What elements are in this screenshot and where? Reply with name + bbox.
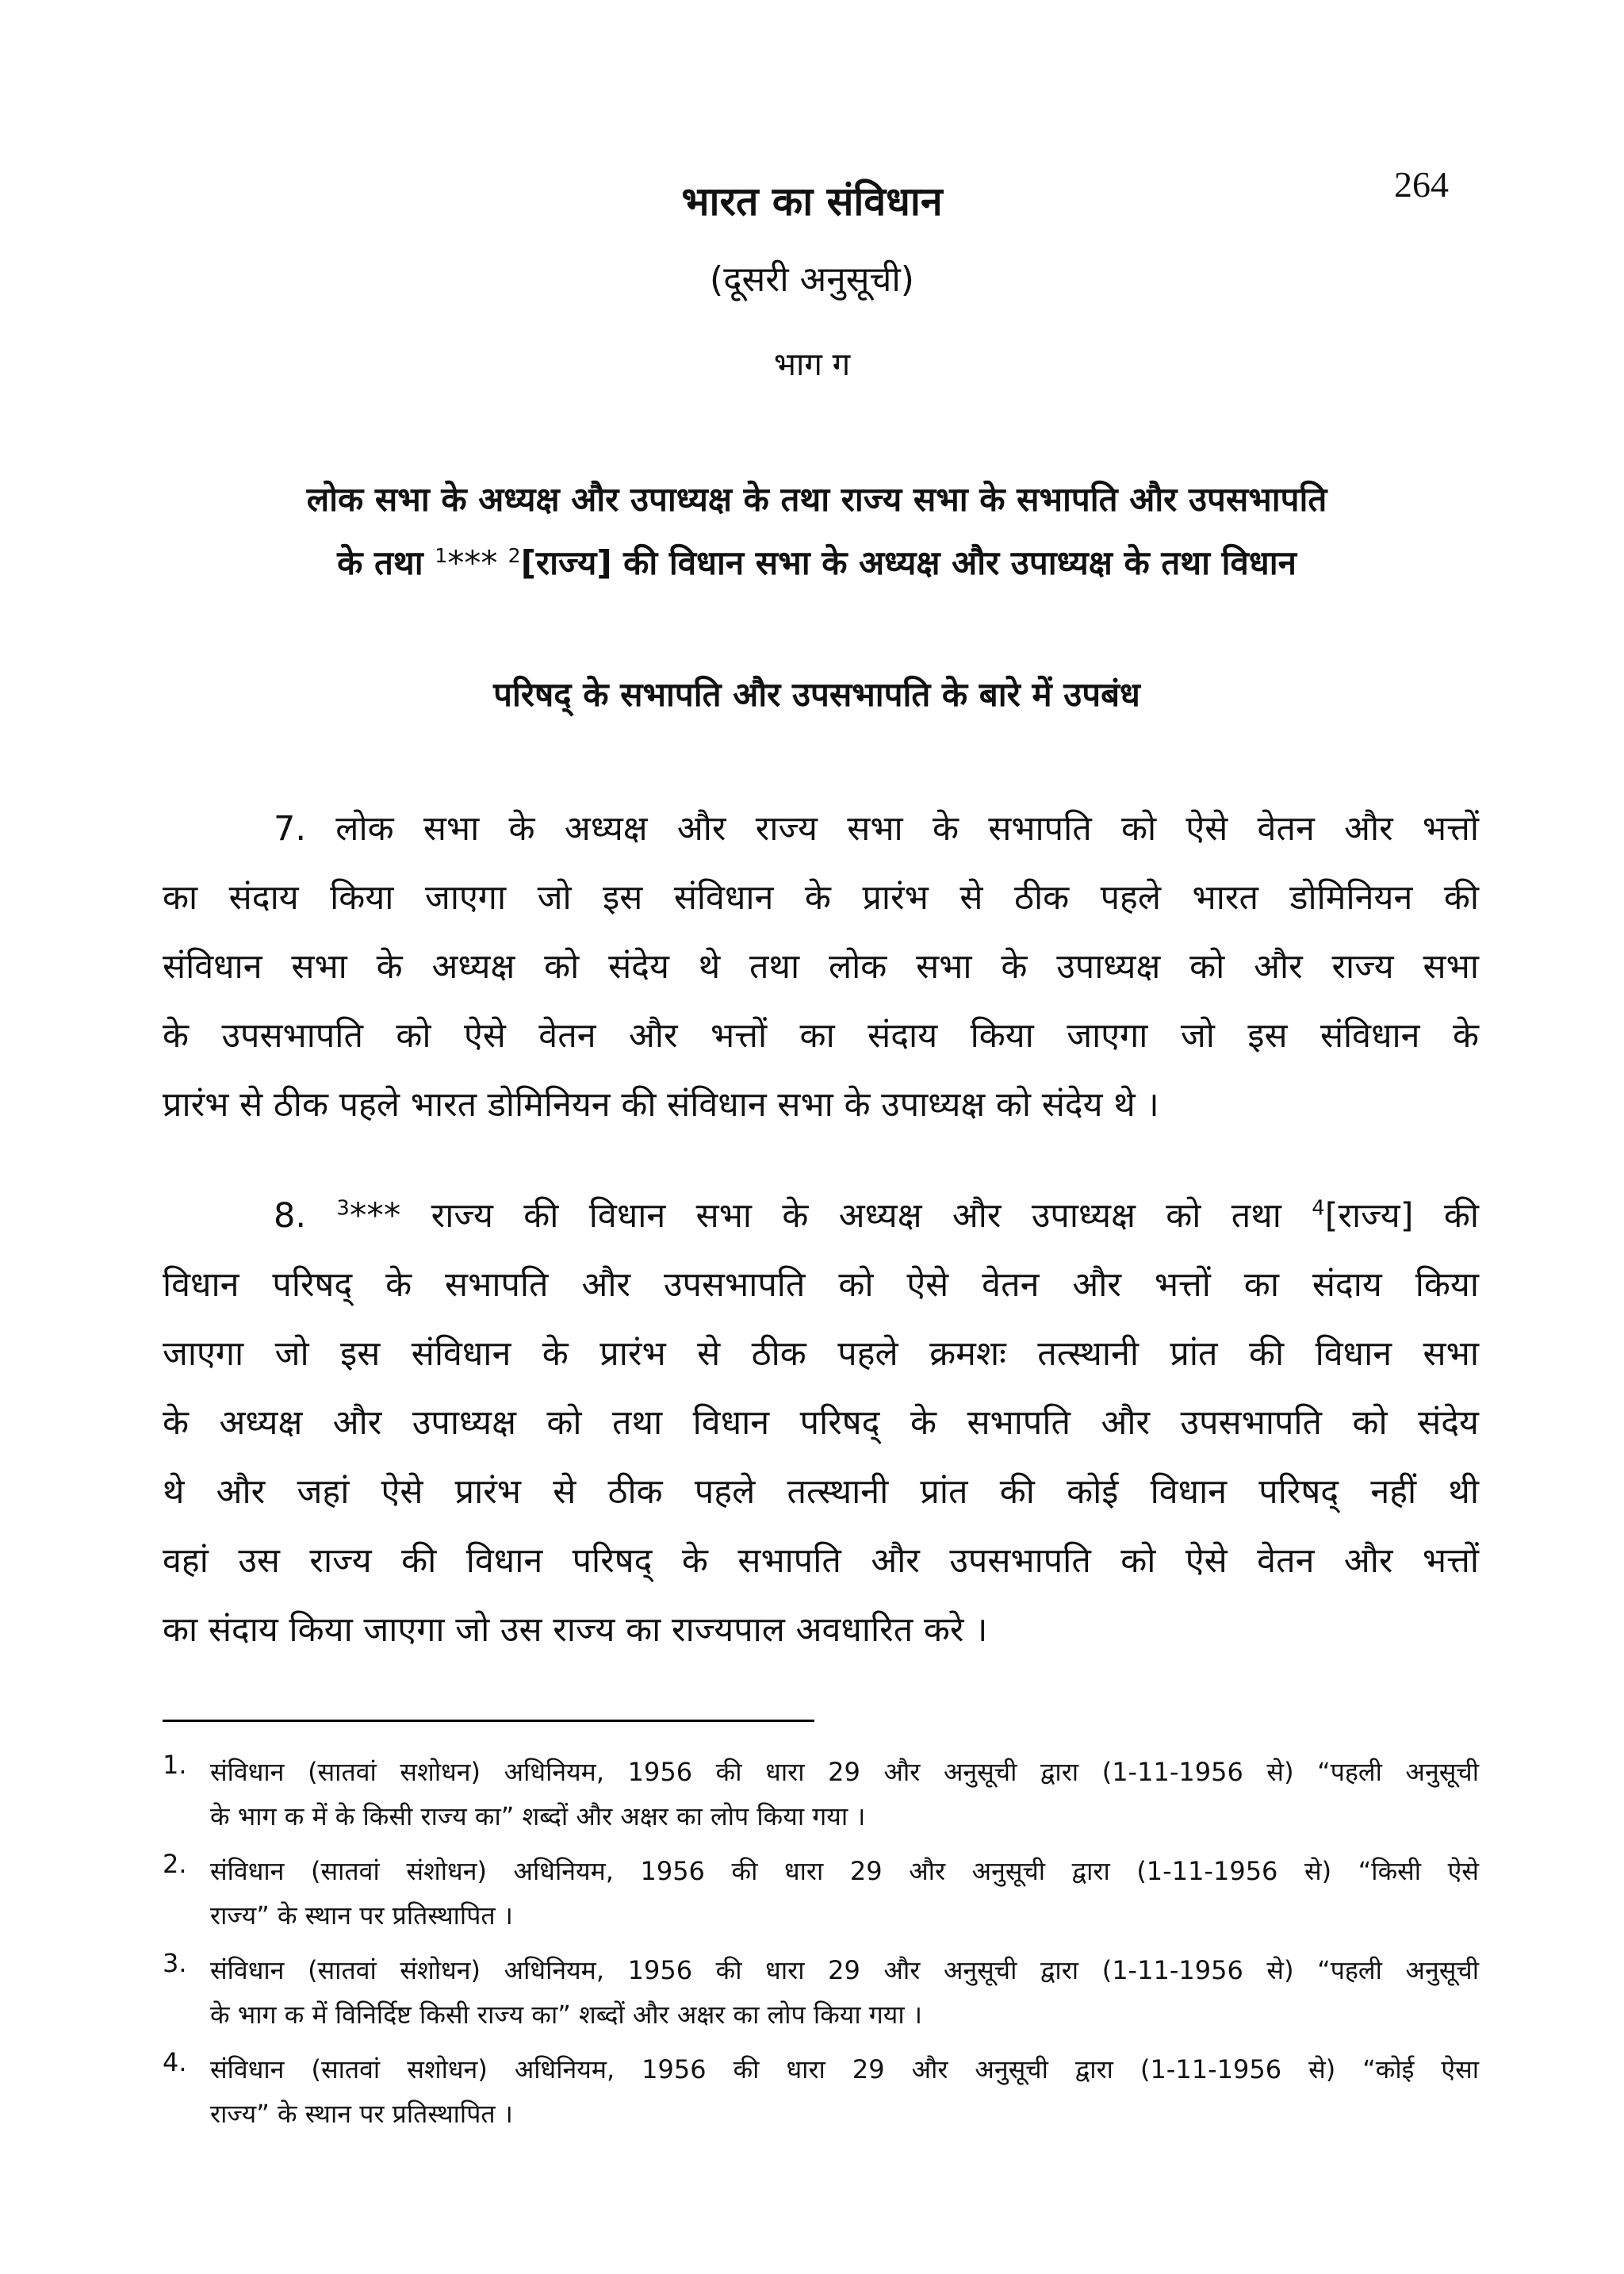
section-heading-line-2 [159,539,1475,585]
part-label: भाग ग [773,347,851,383]
paragraph-line: थे और जहां ऐसे प्रारंभ से ठीक पहले तत्स्थानी प्रांत की कोई विधान परिषद् नहीं थी [163,1472,1479,1512]
heading-text: के तथा [337,543,423,582]
footnote-line: राज्य” के स्थान पर प्रतिस्थापित । [210,1900,513,1931]
paragraph-line: जाएगा जो इस संविधान के प्रारंभ से ठीक पहले क्रमशः तत्स्थानी प्रांत की विधान सभा [163,1334,1479,1374]
page-number: 264 [1394,164,1449,205]
paragraph-line [163,1182,1479,1251]
footnote-3 [163,1948,1479,2037]
footnote-line: संविधान (सातवां संशोधन) अधिनियम, 1956 की धारा 29 और अनुसूची द्वारा (1-11-1956 से) “पहली अनुसूची [210,1955,1479,1985]
footnote-ref-1: 1 [435,544,448,567]
footnote-line: संविधान (सातवां सशोधन) अधिनियम, 1956 की धारा 29 और अनुसूची द्वारा (1-11-1956 से) “पहली अनुसूची [210,1757,1479,1787]
paragraph-line: विधान परिषद् के सभापति और उपसभापति को ऐसे वेतन और भत्तों का संदाय किया [163,1265,1479,1305]
paragraph-line: संविधान सभा के अध्यक्ष को संदेय थे तथा लोक सभा के उपाध्यक्ष को और राज्य सभा [163,947,1479,987]
footnote-ref-4: 4 [1312,1196,1325,1221]
footnote-line: संविधान (सातवां सशोधन) अधिनियम, 1956 की धारा 29 और अनुसूची द्वारा (1-11-1956 से) “कोई ऐसा [210,2054,1479,2084]
heading-bracket-text: [राज्य] [520,543,612,582]
footnote-line: के भाग क में विनिर्दिष्ट किसी राज्य का” शब्दों और अक्षर का लोप किया गया । [210,2000,922,2030]
page-title: भारत का संविधान [681,178,943,224]
footnote-number: 2. [163,1849,187,1879]
footnotes [163,1750,1479,2146]
paragraph-line: के उपसभापति को ऐसे वेतन और भत्तों का संदाय किया जाएगा जो इस संविधान के [163,1016,1479,1056]
footnote-number: 1. [163,1750,187,1780]
schedule-subtitle: (दूसरी अनुसूची) [710,259,914,300]
footnote-2 [163,1849,1479,1938]
paragraph-line: के अध्यक्ष और उपाध्यक्ष को तथा विधान परिषद् के सभापति और उपसभापति को संदेय [163,1403,1479,1443]
heading-text: की विधान सभा के अध्यक्ष और उपाध्यक्ष के तथा विधान [623,543,1297,582]
paragraph-8 [163,1182,1479,1665]
omission-stars: *** [447,543,498,582]
footnote-line: राज्य” के स्थान पर प्रतिस्थापित । [210,2099,513,2129]
footnote-number: 4. [163,2047,187,2077]
footnote-1 [163,1750,1479,1839]
section-heading-line-3: परिषद् के सभापति और उपसभापति के बारे में उपबंध [493,675,1140,714]
paragraph-line: प्रारंभ से ठीक पहले भारत डोमिनियन की संविधान सभा के उपाध्यक्ष को संदेय थे । [163,1085,1159,1125]
paragraph-line: वहां उस राज्य की विधान परिषद् के सभापति और उपसभापति को ऐसे वेतन और भत्तों [163,1541,1479,1581]
footnote-4 [163,2047,1479,2136]
section-heading-line-1: लोक सभा के अध्यक्ष और उपाध्यक्ष के तथा राज्य सभा के सभापति और उपसभापति [306,480,1327,519]
paragraph-line: का संदाय किया जाएगा जो इस संविधान के प्रारंभ से ठीक पहले भारत डोमिनियन की [163,878,1479,918]
paragraph-line: 7. लोक सभा के अध्यक्ष और राज्य सभा के सभापति को ऐसे वेतन और भत्तों [274,809,1479,849]
footnote-ref-2: 2 [508,544,521,567]
paragraph-text: [राज्य] की [1324,1196,1480,1236]
footnote-ref-3: 3 [336,1196,350,1221]
paragraph-text: राज्य की विधान सभा के अध्यक्ष और उपाध्यक्ष को तथा [431,1196,1281,1236]
footnote-number: 3. [163,1948,187,1978]
footnote-line: संविधान (सातवां संशोधन) अधिनियम, 1956 की धारा 29 और अनुसूची द्वारा (1-11-1956 से) “किसी ऐसे [210,1856,1479,1886]
footnote-line: के भाग क में के किसी राज्य का” शब्दों और अक्षर का लोप किया गया । [210,1801,866,1831]
paragraph-number: 8. [274,1196,307,1236]
footnote-divider [163,1720,814,1722]
omission-stars: *** [349,1196,401,1236]
paragraph-line: का संदाय किया जाएगा जो उस राज्य का राज्यपाल अवधारित करे । [163,1610,988,1650]
paragraph-7 [163,795,1479,1140]
